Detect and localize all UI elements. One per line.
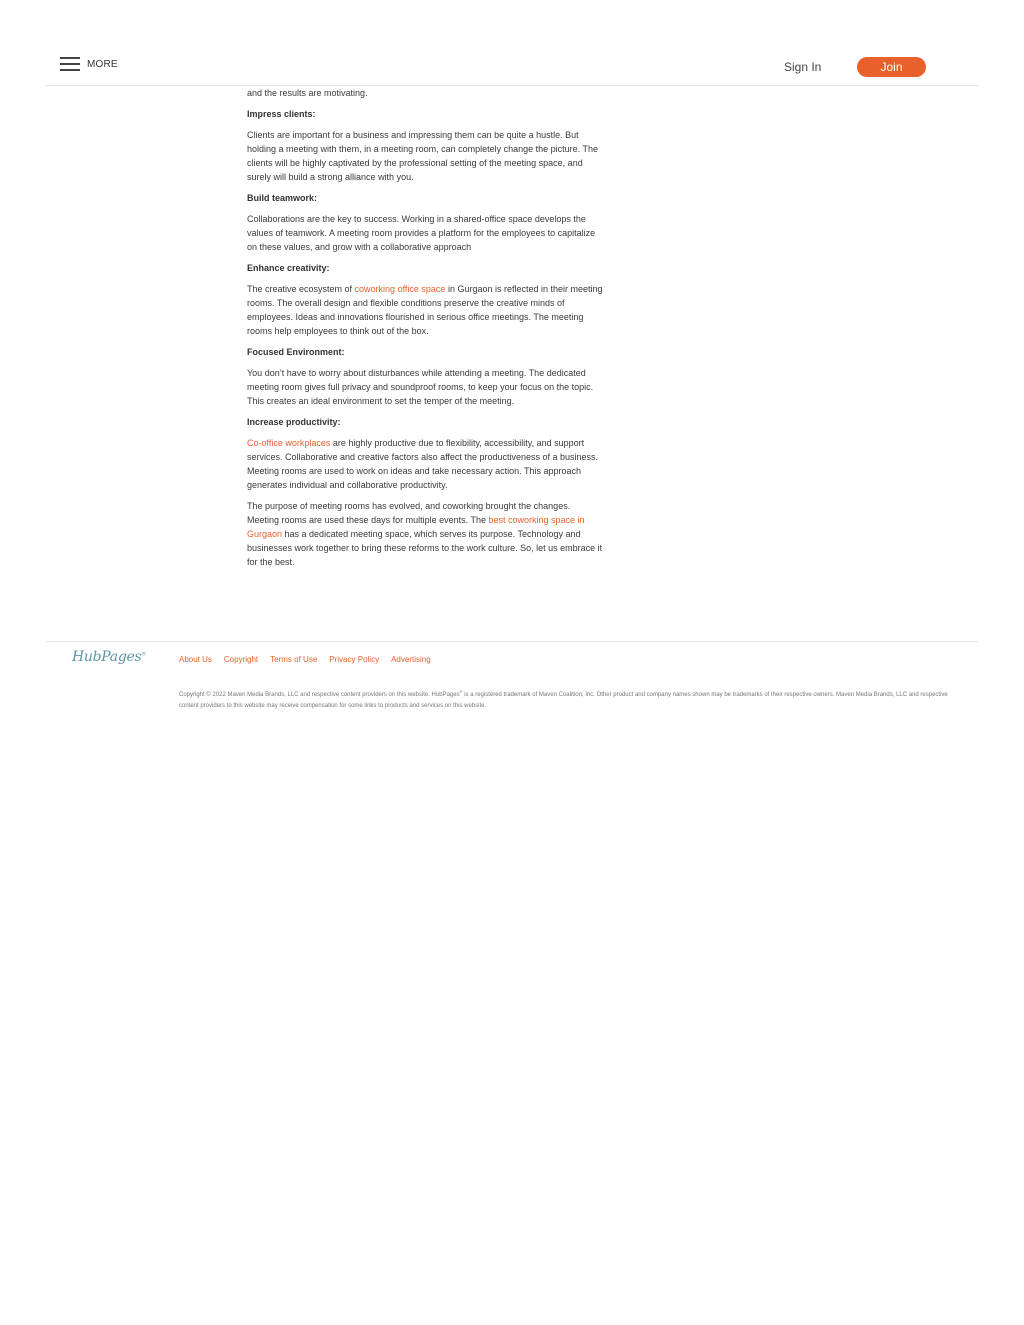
footer-link-copyright[interactable]: Copyright	[223, 655, 259, 664]
footer-link-privacy-policy[interactable]: Privacy Policy	[329, 655, 380, 664]
registered-mark: ®	[459, 689, 463, 694]
conclusion-text	[247, 499, 603, 569]
text-fragment: in Gurgaon is reflected in their meeting rooms. The overall design and flexible conditions preserve the creative minds of employees. Ideas and innovations flourished in serious office meetings. The meeting rooms help employees to think out of the box.	[247, 284, 603, 336]
footer-link-about-us[interactable]: About Us	[179, 655, 212, 664]
site-header	[46, 0, 978, 86]
article-body	[247, 86, 603, 576]
intro-tail-text: and the results are motivating.	[247, 88, 368, 98]
text-fragment: has a dedicated meeting space, which serves its purpose. Technology and businesses work together to bring these reforms to the work culture. So, let us embrace it for the best.	[247, 529, 603, 567]
footer-links	[179, 655, 431, 664]
copyright-notice	[179, 686, 959, 712]
logo-text[interactable]: HubPages	[72, 649, 142, 665]
hubpages-logo[interactable]	[72, 649, 146, 665]
footer-link-advertising[interactable]: Advertising	[391, 655, 431, 664]
best-coworking-space-link[interactable]: best coworking space in Gurgaon	[247, 515, 585, 539]
section-text-increase-productivity	[247, 436, 603, 492]
text-fragment: are highly productive due to flexibility, accessibility, and support services. Collaborative and creative factors also affect the productiveness of a business. Meeting rooms are used to work on ideas and take necessary action. This approach generates individual and collaborative productivity.	[247, 438, 599, 490]
section-heading-focused-environment: Focused Environment:	[247, 347, 345, 357]
text-fragment: is a registered trademark of Maven Coalition, Inc. Other product and company names shown may be trademarks of their respective owners. Maven Media Brands, LLC and respective content providers to this website may receive compensation for some links to products and services on this website.	[179, 692, 948, 709]
text-fragment: The creative ecosystem of	[247, 284, 355, 294]
section-text-focused-environment: You don’t have to worry about disturbances while attending a meeting. The dedicated meeting room gives full privacy and soundproof rooms, to keep your focus on the topic. This creates an ideal environment to set the temper of the meeting.	[247, 368, 594, 406]
join-button[interactable]: Join	[857, 57, 926, 77]
section-text-impress-clients: Clients are important for a business and impressing them can be quite a hustle. But holding a meeting with them, in a meeting room, can completely change the picture. The clients will be highly captivated by the professional setting of the meeting space, and surely will build a strong alliance with you.	[247, 130, 599, 182]
section-heading-impress-clients: Impress clients:	[247, 109, 316, 119]
text-fragment: Copyright © 2022 Maven Media Brands, LLC and respective content providers on this website. HubPages	[179, 692, 460, 698]
text-fragment: The purpose of meeting rooms has evolved, and coworking brought the changes. Meeting rooms are used these days for multiple events. The	[247, 501, 571, 525]
coworking-office-space-link[interactable]: coworking office space	[354, 284, 446, 294]
section-heading-enhance-creativity: Enhance creativity:	[247, 263, 330, 273]
footer-link-terms-of-use[interactable]: Terms of Use	[270, 655, 318, 664]
more-menu-button[interactable]	[60, 57, 118, 71]
section-heading-build-teamwork: Build teamwork:	[247, 193, 318, 203]
more-menu-label[interactable]: MORE	[87, 58, 118, 70]
sign-in-link[interactable]: Sign In	[784, 60, 822, 74]
section-text-enhance-creativity	[247, 282, 603, 338]
logo-registered-mark: ®	[141, 651, 147, 658]
section-text-build-teamwork: Collaborations are the key to success. Working in a shared-office space develops the values of teamwork. A meeting room provides a platform for the employees to capitalize on these values, and grow with a collaborative approach	[247, 214, 596, 252]
co-office-workplaces-link[interactable]: Co-office workplaces	[247, 438, 331, 448]
site-footer	[46, 641, 978, 712]
section-heading-increase-productivity: Increase productivity:	[247, 417, 341, 427]
hamburger-icon[interactable]	[60, 57, 80, 71]
